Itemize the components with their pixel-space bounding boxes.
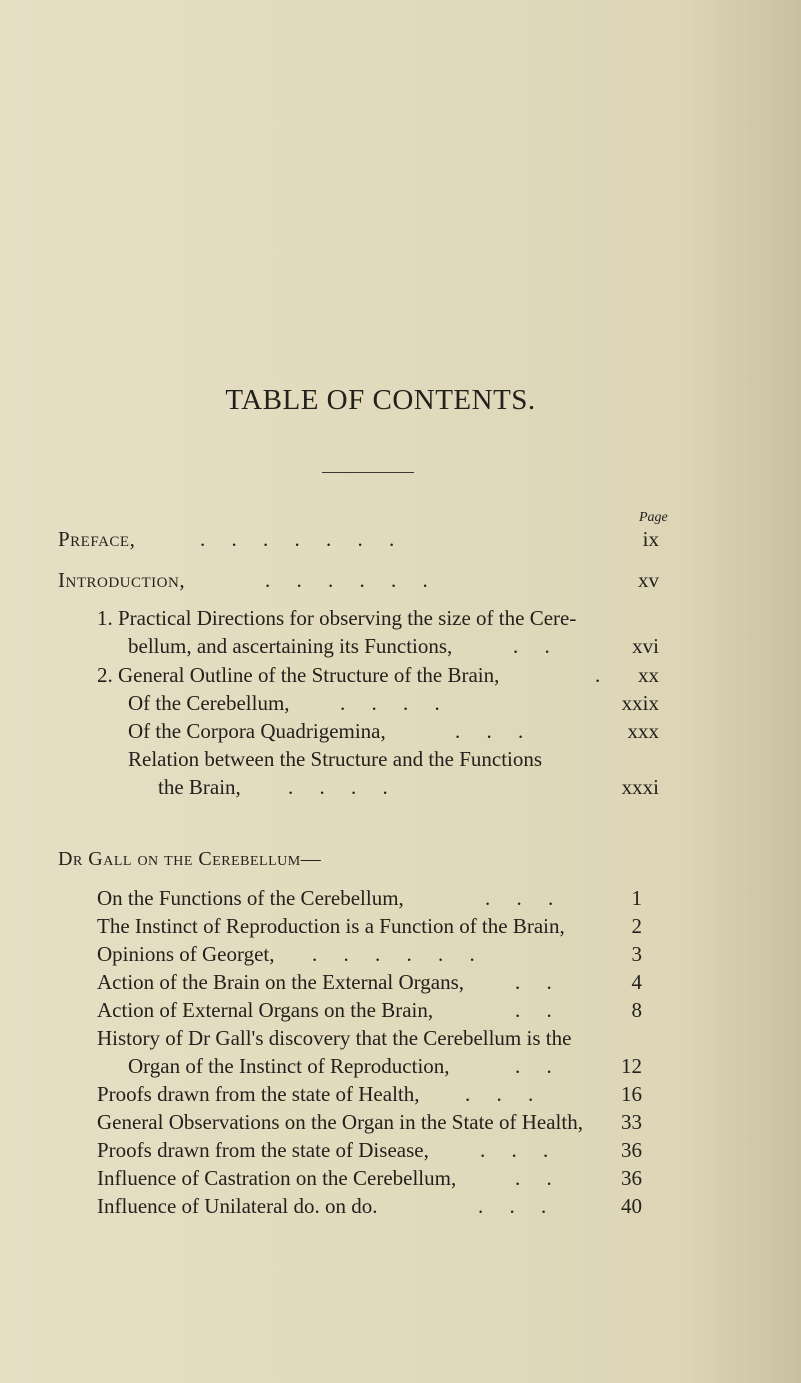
toc-page-intro-2: xx — [638, 663, 659, 687]
toc-entry-section-4: Action of the Brain on the External Organs, — [97, 970, 465, 994]
toc-entry-intro-3: Of the Cerebellum, — [128, 691, 290, 715]
leader-dots: . — [595, 663, 601, 687]
toc-entry-intro-5-cont: the Brain, — [158, 775, 241, 799]
toc-entry-section-1: On the Functions of the Cerebellum, — [97, 886, 404, 910]
toc-page-section-10: 36 — [621, 1166, 642, 1190]
toc-page-intro-5: xxxi — [621, 775, 659, 799]
toc-page-section-6: 12 — [621, 1054, 642, 1078]
leader-dots: . . — [513, 634, 550, 658]
toc-entry-intro-2: 2. General Outline of the Structure of the Brain, — [97, 663, 500, 687]
toc-entry-section-8: General Observations on the Organ in the State of Health, — [97, 1110, 583, 1134]
leader-dots: . . . . — [288, 775, 388, 799]
toc-page-preface: ix — [642, 527, 659, 551]
toc-entry-intro-1-cont: bellum, and ascertaining its Functions, — [128, 634, 453, 658]
toc-page-section-7: 16 — [621, 1082, 642, 1106]
section-heading: Dr Gall on the Cerebellum— — [58, 848, 322, 870]
toc-page-section-11: 40 — [621, 1194, 642, 1218]
leader-dots: . . . . . . — [265, 568, 428, 592]
toc-entry-intro-1: 1. Practical Directions for observing the size of the Cere- — [97, 606, 577, 630]
leader-dots: . . . . . . — [312, 942, 475, 966]
toc-page-intro-3: xxix — [621, 691, 659, 715]
page-column-heading: Page — [639, 510, 668, 525]
toc-entry-section-11: Influence of Unilateral do. on do. — [97, 1194, 378, 1218]
toc-entry-section-3: Opinions of Georget, — [97, 942, 275, 966]
toc-entry-intro-4: Of the Corpora Quadrigemina, — [128, 719, 386, 743]
leader-dots: . . . . — [340, 691, 440, 715]
leader-dots: . . — [515, 1166, 552, 1190]
toc-page-section-9: 36 — [621, 1138, 642, 1162]
leader-dots: . . . . . . . — [200, 527, 395, 551]
toc-page-section-4: 4 — [631, 970, 642, 994]
toc-entry-section-9: Proofs drawn from the state of Disease, — [97, 1138, 429, 1162]
leader-dots: . . — [515, 970, 552, 994]
leader-dots: . . . — [485, 886, 554, 910]
toc-page-intro-1: xvi — [632, 634, 659, 658]
leader-dots: . . . — [480, 1138, 549, 1162]
toc-page-section-8: 33 — [621, 1110, 642, 1134]
toc-entry-preface: Preface, — [58, 527, 136, 551]
leader-dots: . . . — [478, 1194, 547, 1218]
toc-entry-section-10: Influence of Castration on the Cerebellum, — [97, 1166, 457, 1190]
toc-entry-section-6-cont: Organ of the Instinct of Reproduction, — [128, 1054, 450, 1078]
toc-entry-section-7: Proofs drawn from the state of Health, — [97, 1082, 420, 1106]
leader-dots: . . — [515, 998, 552, 1022]
toc-entry-section-6: History of Dr Gall's discovery that the Cerebellum is the — [97, 1026, 572, 1050]
toc-entry-section-2: The Instinct of Reproduction is a Function of the Brain, — [97, 914, 565, 938]
title-rule — [322, 472, 414, 473]
toc-entry-intro-5: Relation between the Structure and the Functions — [128, 747, 543, 771]
toc-page-section-3: 3 — [631, 942, 642, 966]
toc-entry-section-5: Action of External Organs on the Brain, — [97, 998, 434, 1022]
toc-page-introduction: xv — [638, 568, 659, 592]
leader-dots: . . . — [455, 719, 524, 743]
toc-page-intro-4: xxx — [627, 719, 659, 743]
toc-entry-introduction: Introduction, — [58, 568, 186, 592]
page-title: TABLE OF CONTENTS. — [225, 384, 536, 416]
leader-dots: . . . — [465, 1082, 534, 1106]
leader-dots: . . — [515, 1054, 552, 1078]
toc-page-section-5: 8 — [631, 998, 642, 1022]
toc-page-section-1: 1 — [631, 886, 642, 910]
toc-page-section-2: 2 — [631, 914, 642, 938]
